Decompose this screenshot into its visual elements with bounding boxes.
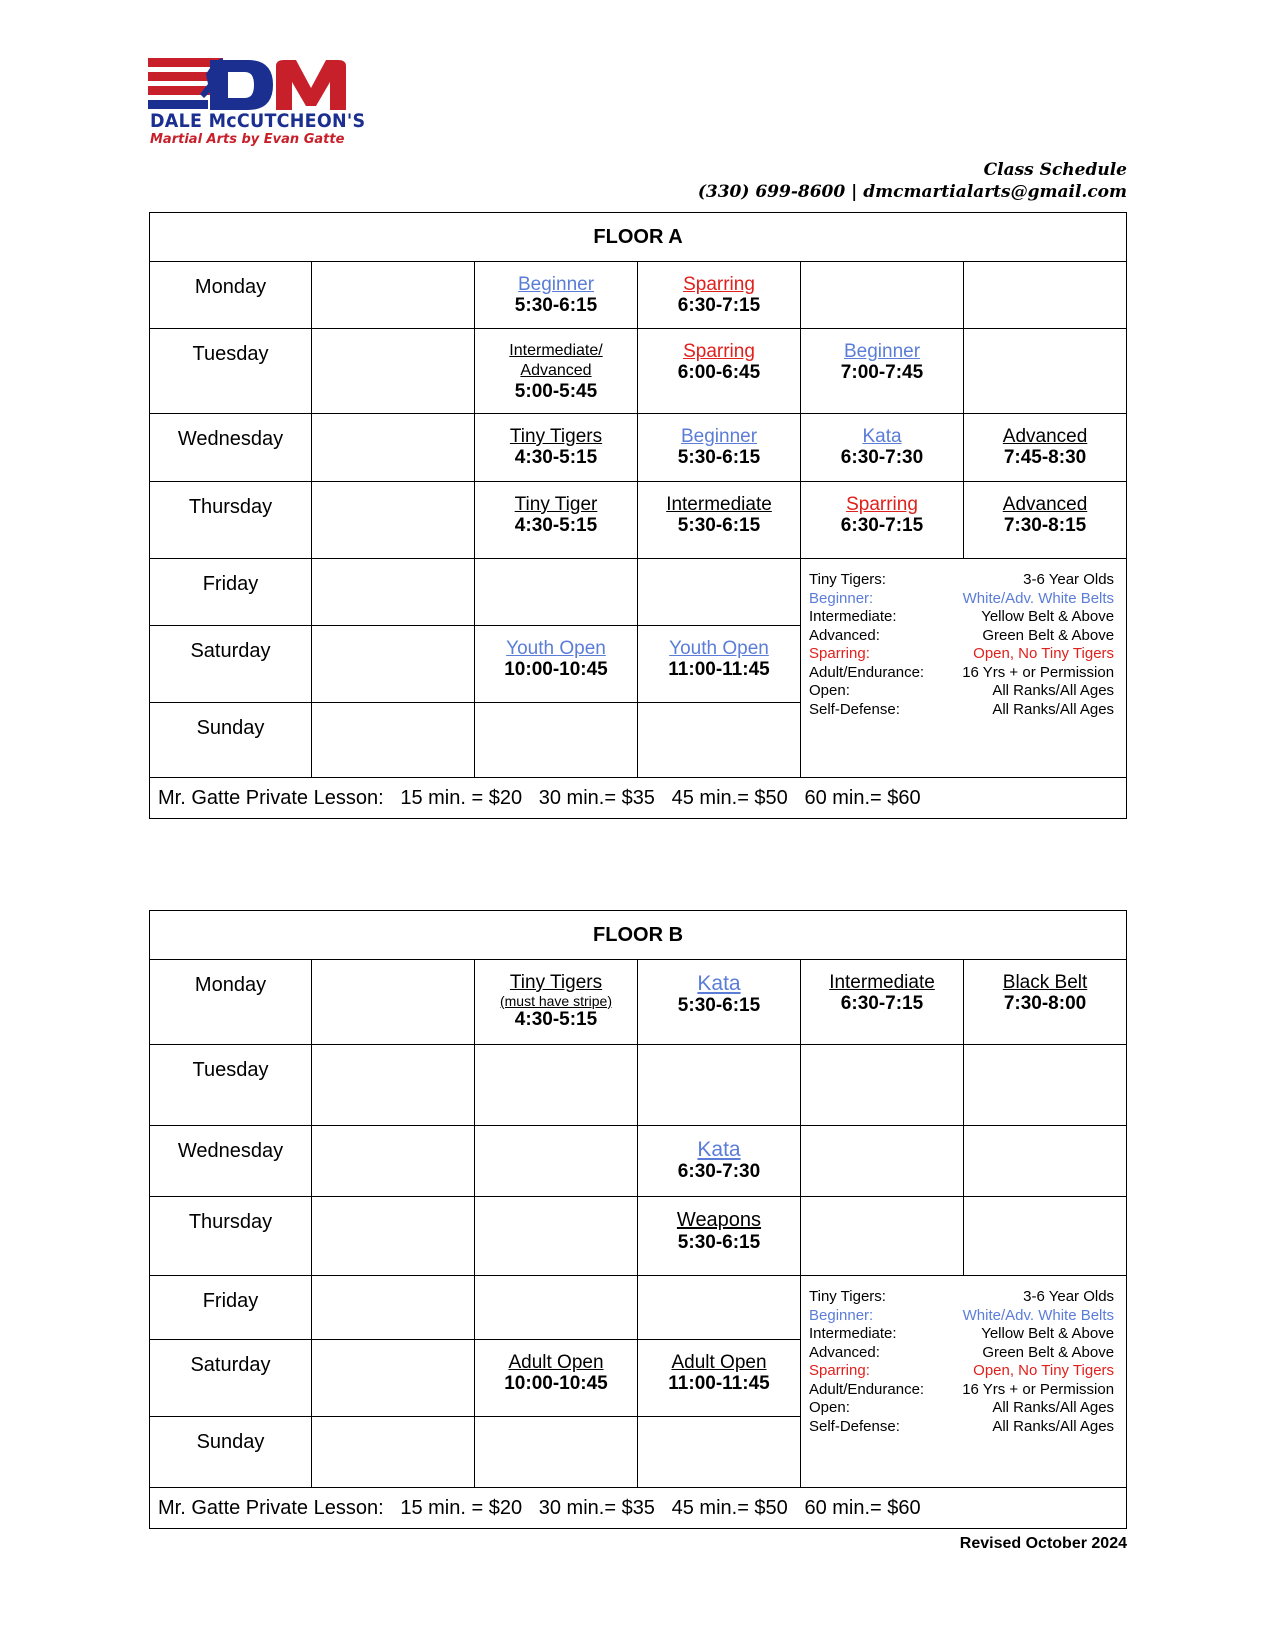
class-name: Intermediate [829, 972, 935, 993]
class-name: Intermediate [666, 494, 772, 515]
table-row [150, 1197, 1127, 1276]
class-cell [638, 482, 801, 559]
legend-desc: 3-6 Year Olds [1023, 1288, 1115, 1305]
class-cell [638, 1126, 801, 1197]
class-time: 7:00-7:45 [840, 362, 924, 383]
empty-cell [801, 1126, 964, 1197]
revised-date: Revised October 2024 [959, 1535, 1127, 1552]
day-label: Thursday [150, 482, 312, 559]
empty-cell [475, 703, 638, 778]
legend-row [809, 627, 1114, 646]
class-time: 4:30-5:15 [514, 515, 598, 536]
class-cell [638, 329, 801, 414]
class-time: 5:00-5:45 [514, 381, 598, 402]
class-cell [801, 414, 964, 482]
empty-cell [312, 329, 475, 414]
empty-cell [312, 414, 475, 482]
legend-desc: Yellow Belt & Above [981, 1325, 1115, 1342]
day-label: Sunday [150, 1417, 312, 1488]
table-row [150, 1045, 1127, 1126]
class-cell [638, 414, 801, 482]
empty-cell [475, 1276, 638, 1340]
class-cell [801, 960, 964, 1045]
class-name: Kata [697, 972, 741, 995]
legend-row [809, 1344, 1114, 1363]
empty-cell [475, 1417, 638, 1488]
table-row [150, 1126, 1127, 1197]
class-name: Sparring [683, 274, 755, 295]
class-cell [475, 329, 638, 414]
empty-cell [312, 1045, 475, 1126]
day-label: Wednesday [150, 1126, 312, 1197]
legend-desc: White/Adv. White Belts [962, 589, 1115, 607]
empty-cell [312, 1340, 475, 1417]
class-time: 6:00-6:45 [677, 362, 761, 383]
legend-row [809, 1307, 1114, 1326]
class-legend [801, 559, 1127, 778]
legend-row [809, 645, 1114, 664]
class-time: 6:30-7:15 [840, 993, 924, 1014]
empty-cell [312, 626, 475, 703]
class-legend [801, 1276, 1127, 1488]
legend-label: Sparring: [809, 645, 870, 662]
private-lesson-pricing: Mr. Gatte Private Lesson: 15 min. = $20 30 min.= $35 45 min.= $50 60 min.= $60 [150, 778, 1127, 819]
day-label: Tuesday [150, 1045, 312, 1126]
class-cell [638, 626, 801, 703]
class-name: Adult Open [671, 1352, 767, 1373]
table-row [150, 960, 1127, 1045]
legend-desc: Open, No Tiny Tigers [973, 1362, 1115, 1379]
legend-label: Tiny Tigers: [809, 571, 886, 588]
legend-label: Adult/Endurance: [809, 663, 925, 681]
empty-cell [312, 1197, 475, 1276]
class-cell [638, 1340, 801, 1417]
class-name: Kata [697, 1138, 741, 1161]
class-cell [638, 1197, 801, 1276]
empty-cell [638, 703, 801, 778]
empty-cell [801, 1197, 964, 1276]
class-time: 10:00-10:45 [504, 659, 608, 680]
class-time: 6:30-7:15 [840, 515, 924, 536]
class-cell [475, 1340, 638, 1417]
legend-desc: 16 Yrs + or Permission [962, 663, 1115, 681]
class-name: Adult Open [508, 1352, 604, 1373]
class-name: Advanced [1002, 494, 1088, 515]
table-row [150, 1276, 1127, 1340]
class-note: (must have stripe) [499, 993, 613, 1009]
class-cell [475, 414, 638, 482]
class-name: Tiny Tigers [509, 972, 603, 993]
empty-cell [475, 559, 638, 626]
legend-desc: Green Belt & Above [982, 626, 1115, 644]
class-time: 11:00-11:45 [668, 659, 770, 680]
day-label: Friday [150, 1276, 312, 1340]
class-name: Youth Open [669, 638, 769, 659]
day-label: Sunday [150, 703, 312, 778]
legend-label: Advanced: [809, 1343, 880, 1361]
day-label: Saturday [150, 626, 312, 703]
class-name: Kata [862, 426, 902, 447]
class-cell [964, 960, 1127, 1045]
class-cell [801, 329, 964, 414]
class-name: Sparring [846, 494, 918, 515]
day-label: Wednesday [150, 414, 312, 482]
dm-logo-mark [148, 58, 363, 113]
day-label: Saturday [150, 1340, 312, 1417]
brand-subtitle: Martial Arts by Evan Gatte [150, 132, 345, 147]
class-time: 4:30-5:15 [514, 447, 598, 468]
day-label: Monday [150, 262, 312, 329]
empty-cell [312, 1126, 475, 1197]
empty-cell [312, 703, 475, 778]
legend-label: Open: [809, 1399, 850, 1416]
class-name: Beginner [680, 426, 758, 447]
class-name: Sparring [683, 341, 755, 362]
legend-label: Open: [809, 682, 850, 699]
empty-cell [801, 1045, 964, 1126]
class-time: 7:30-8:00 [1003, 993, 1087, 1014]
empty-cell [964, 1197, 1127, 1276]
class-cell [964, 414, 1127, 482]
class-name: Black Belt [1002, 972, 1088, 993]
empty-cell [312, 960, 475, 1045]
table-row [150, 559, 1127, 626]
legend-desc: All Ranks/All Ages [992, 700, 1115, 718]
legend-desc: 16 Yrs + or Permission [962, 1380, 1115, 1398]
private-lesson-pricing: Mr. Gatte Private Lesson: 15 min. = $20 30 min.= $35 45 min.= $50 60 min.= $60 [150, 1488, 1127, 1529]
floor-b-title: FLOOR B [150, 911, 1127, 960]
class-time: 6:30-7:30 [677, 1161, 761, 1182]
table-row [150, 414, 1127, 482]
class-time: 7:45-8:30 [1003, 447, 1087, 468]
class-time: 5:30-6:15 [677, 1232, 761, 1253]
empty-cell [312, 482, 475, 559]
empty-cell [638, 1276, 801, 1340]
legend-row [809, 664, 1114, 683]
legend-desc: Yellow Belt & Above [981, 608, 1115, 625]
class-cell [475, 960, 638, 1045]
class-time: 5:30-6:15 [677, 447, 761, 468]
class-cell [475, 626, 638, 703]
floor-b-table [149, 910, 1127, 1529]
contact-info: (330) 699-8600 | dmcmartialarts@gmail.com [697, 182, 1127, 202]
legend-row [809, 1381, 1114, 1400]
class-time: 11:00-11:45 [668, 1373, 770, 1394]
floor-a-table [149, 212, 1127, 819]
class-time: 4:30-5:15 [514, 1009, 598, 1030]
empty-cell [475, 1045, 638, 1126]
floor-a-title: FLOOR A [150, 213, 1127, 262]
brand-name: DALE McCUTCHEON'S [150, 110, 366, 132]
class-cell [475, 262, 638, 329]
class-name: Advanced [520, 362, 592, 379]
class-cell [638, 262, 801, 329]
legend-label: Tiny Tigers: [809, 1288, 886, 1305]
schedule-title: Class Schedule [983, 160, 1127, 180]
empty-cell [638, 559, 801, 626]
day-label: Friday [150, 559, 312, 626]
table-row [150, 262, 1127, 329]
legend-row [809, 1418, 1114, 1437]
empty-cell [312, 559, 475, 626]
empty-cell [312, 262, 475, 329]
legend-row [809, 1399, 1114, 1418]
legend-label: Self-Defense: [809, 700, 900, 718]
empty-cell [801, 262, 964, 329]
legend-label: Beginner: [809, 589, 874, 607]
class-cell [964, 482, 1127, 559]
legend-desc: White/Adv. White Belts [962, 1306, 1115, 1324]
class-name: Advanced [1002, 426, 1088, 447]
empty-cell [638, 1045, 801, 1126]
empty-cell [964, 262, 1127, 329]
legend-row [809, 682, 1114, 701]
day-label: Monday [150, 960, 312, 1045]
class-time: 5:30-6:15 [677, 995, 761, 1016]
empty-cell [475, 1197, 638, 1276]
class-cell [801, 482, 964, 559]
table-row [150, 482, 1127, 559]
legend-label: Beginner: [809, 1306, 874, 1324]
class-time: 7:30-8:15 [1003, 515, 1087, 536]
empty-cell [964, 329, 1127, 414]
company-logo [148, 58, 366, 150]
legend-desc: All Ranks/All Ages [992, 1399, 1115, 1416]
class-name: Beginner [517, 274, 595, 295]
legend-row [809, 590, 1114, 609]
legend-desc: All Ranks/All Ages [992, 1417, 1115, 1435]
legend-label: Self-Defense: [809, 1417, 900, 1435]
legend-desc: Green Belt & Above [982, 1343, 1115, 1361]
legend-row [809, 608, 1114, 627]
legend-label: Intermediate: [809, 1325, 897, 1342]
legend-row [809, 1288, 1114, 1307]
empty-cell [964, 1045, 1127, 1126]
legend-label: Sparring: [809, 1362, 870, 1379]
table-row [150, 329, 1127, 414]
empty-cell [475, 1126, 638, 1197]
legend-row [809, 1325, 1114, 1344]
class-time: 10:00-10:45 [504, 1373, 608, 1394]
class-name: Intermediate/ [509, 342, 603, 359]
class-time: 6:30-7:30 [840, 447, 924, 468]
class-cell [475, 482, 638, 559]
legend-label: Adult/Endurance: [809, 1380, 925, 1398]
legend-desc: 3-6 Year Olds [1023, 571, 1115, 588]
day-label: Thursday [150, 1197, 312, 1276]
class-cell [638, 960, 801, 1045]
legend-desc: All Ranks/All Ages [992, 682, 1115, 699]
class-name: Beginner [843, 341, 921, 362]
legend-label: Intermediate: [809, 608, 897, 625]
class-name: Youth Open [506, 638, 606, 659]
empty-cell [312, 1417, 475, 1488]
legend-label: Advanced: [809, 626, 880, 644]
empty-cell [312, 1276, 475, 1340]
class-name: Weapons [676, 1209, 762, 1231]
empty-cell [964, 1126, 1127, 1197]
day-label: Tuesday [150, 329, 312, 414]
legend-row [809, 571, 1114, 590]
legend-row [809, 701, 1114, 720]
class-name: Tiny Tigers [509, 426, 603, 447]
class-time: 5:30-6:15 [677, 515, 761, 536]
legend-desc: Open, No Tiny Tigers [973, 645, 1115, 662]
legend-row [809, 1362, 1114, 1381]
class-time: 6:30-7:15 [677, 295, 761, 316]
empty-cell [638, 1417, 801, 1488]
class-time: 5:30-6:15 [514, 295, 598, 316]
class-name: Tiny Tiger [514, 494, 598, 515]
